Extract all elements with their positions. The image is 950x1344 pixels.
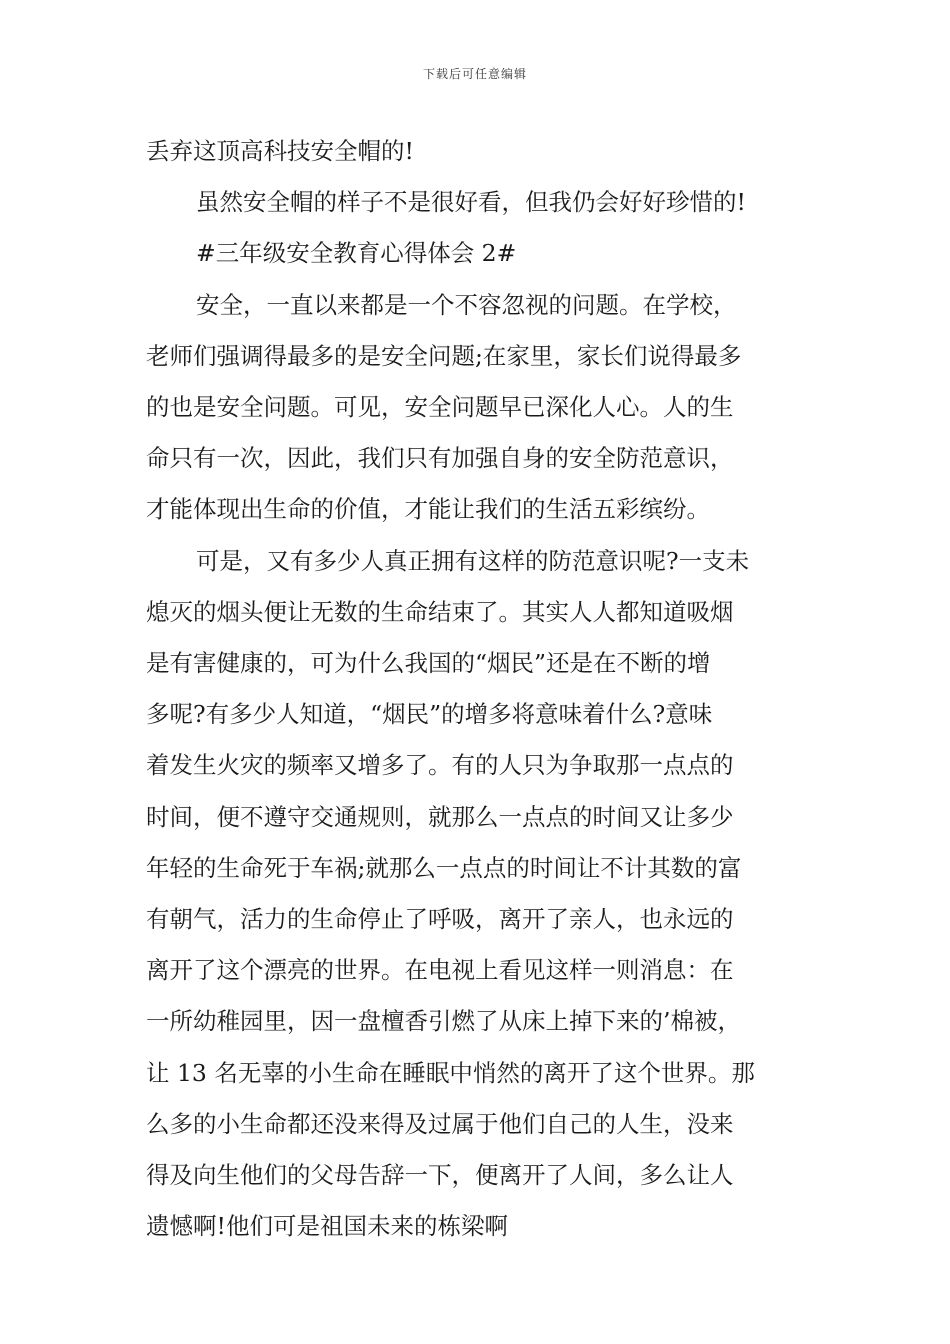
text-line: 才能体现出生命的价值，才能让我们的生活五彩缤纷。	[146, 495, 710, 524]
text-line: 时间，便不遵守交通规则，就那么一点点的时间又让多少	[146, 802, 734, 831]
text-line: 多呢?有多少人知道，“烟民”的增多将意味着什么?意味	[146, 700, 713, 729]
text-line: 命只有一次，因此，我们只有加强自身的安全防范意识，	[146, 444, 734, 473]
text-line: 可是，又有多少人真正拥有这样的防范意识呢?一支未	[196, 546, 750, 575]
text-line: 丢弃这顶高科技安全帽的!	[146, 137, 414, 165]
text-line: 遗憾啊!他们可是祖国未来的栋梁啊	[146, 1212, 508, 1241]
text-line: 一所幼稚园里，因一盘檀香引燃了从床上掉下来的’棉被，	[146, 1007, 741, 1036]
text-line: 虽然安全帽的样子不是很好看，但我仍会好好珍惜的!	[196, 188, 746, 217]
text-line: 得及向生他们的父母告辞一下，便离开了人间，多么让人	[146, 1161, 734, 1190]
text-line: 老师们强调得最多的是安全问题;在家里，家长们说得最多	[146, 341, 742, 370]
page-header: 下载后可任意编辑	[422, 67, 527, 81]
text-line: 让 13 名无辜的小生命在睡眠中悄然的离开了这个世界。那	[146, 1058, 755, 1087]
document-body	[146, 126, 810, 1252]
text-line: 么多的小生命都还没来得及过属于他们自己的人生，没来	[146, 1109, 734, 1138]
text-line: 熄灭的烟头便让无数的生命结束了。其实人人都知道吸烟	[146, 597, 734, 626]
text-line: 的也是安全问题。可见，安全问题早已深化人心。人的生	[146, 393, 734, 422]
text-line: 是有害健康的，可为什么我国的“烟民”还是在不断的增	[146, 649, 711, 678]
text-line: 安全，一直以来都是一个不容忽视的问题。在学校，	[196, 290, 737, 319]
text-line: 着发生火灾的频率又增多了。有的人只为争取那一点点的	[146, 751, 734, 780]
text-line: 离开了这个漂亮的世界。在电视上看见这样一则消息：在	[146, 956, 734, 985]
section-heading: #三年级安全教育心得体会 2#	[196, 239, 517, 268]
text-line: 年轻的生命死于车祸;就那么一点点的时间让不计其数的富	[146, 853, 742, 882]
text-line: 有朝气，活力的生命停止了呼吸，离开了亲人，也永远的	[146, 905, 734, 934]
